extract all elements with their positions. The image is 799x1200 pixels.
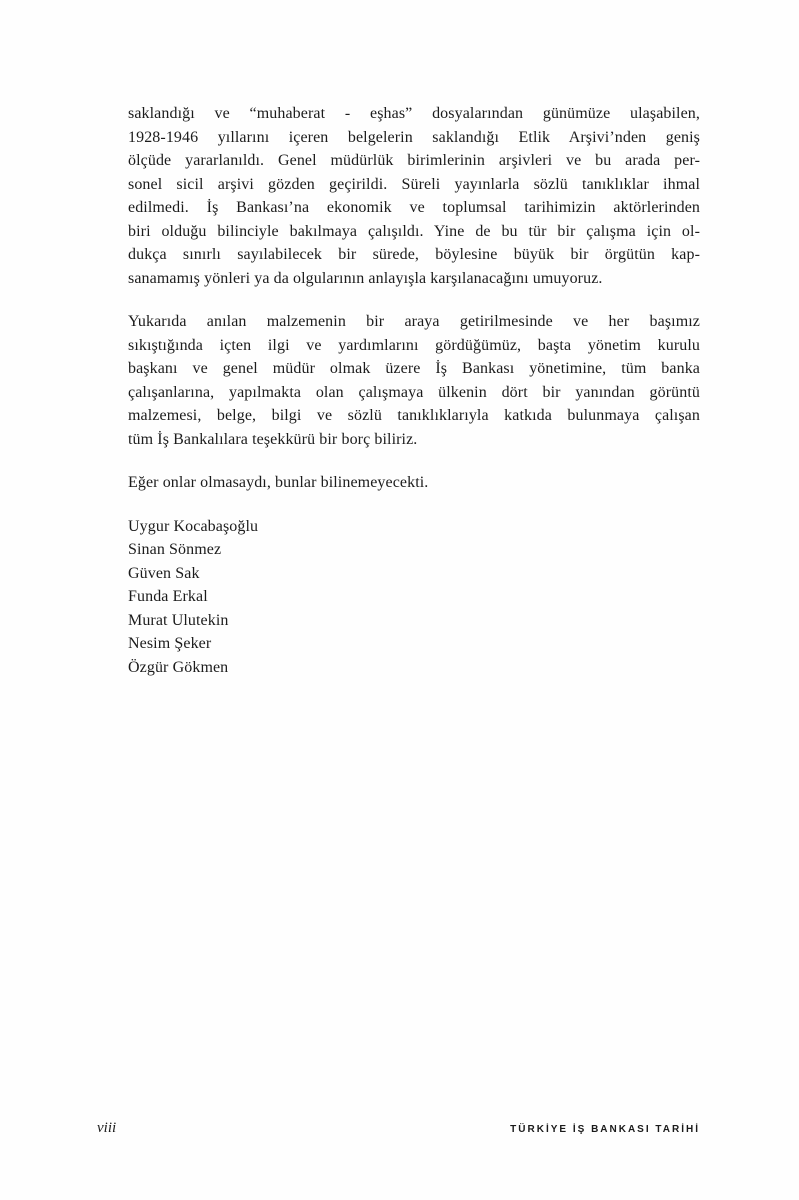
body-text-line: saklandığı ve “muhaberat - eşhas” dosyalarından günümüze ulaşabilen, — [128, 105, 700, 122]
body-text-line: Eğer onlar olmasaydı, bunlar bilinemeyecekti. — [128, 474, 429, 491]
running-title: TÜRKİYE İŞ BANKASI TARİHİ — [510, 1124, 700, 1135]
page-footer — [97, 1120, 700, 1137]
paragraph — [128, 471, 700, 495]
paragraph — [128, 310, 700, 451]
body-text-line: sıkıştığında içten ilgi ve yardımlarını gördüğümüz, başta yönetim kurulu — [128, 336, 700, 354]
body-text-line: sanamamış yönleri ya da olgularının anlayışla karşılanacağını umuyoruz. — [128, 269, 603, 287]
body-text-line: Yukarıda anılan malzemenin bir araya getirilmesinde ve her başımız — [128, 313, 700, 330]
body-text-line: 1928-1946 yıllarını içeren belgelerin saklandığı Etlik Arşivi’nden geniş — [128, 128, 700, 146]
body-text-line: edilmedi. İş Bankası’na ekonomik ve toplumsal tarihimizin aktörlerinden — [128, 199, 700, 216]
signatory-name: Murat Ulutekin — [128, 611, 229, 629]
signatory-name: Uygur Kocabaşoğlu — [128, 517, 259, 535]
page-number: viii — [97, 1120, 117, 1136]
signatory-name: Güven Sak — [128, 564, 200, 582]
body-text-line: çalışanlarına, yapılmakta olan çalışmaya ülkenin dört bir yanından görüntü — [128, 383, 700, 401]
signatory-name: Funda Erkal — [128, 588, 208, 605]
signature-list — [128, 515, 700, 680]
signatory-name: Nesim Şeker — [128, 635, 212, 652]
body-text-line: tüm İş Bankalılara teşekkürü bir borç biliriz. — [128, 430, 418, 448]
signatory-name: Sinan Sönmez — [128, 541, 222, 558]
body-text-line: malzemesi, belge, bilgi ve sözlü tanıklıklarıyla katkıda bulunmaya çalışan — [128, 407, 700, 424]
body-text-line: başkanı ve genel müdür olmak üzere İş Bankası yönetimine, tüm banka — [128, 360, 700, 377]
body-text-line: biri olduğu bilinciyle bakılmaya çalışıldı. Yine de bu tür bir çalışma için ol- — [128, 222, 700, 240]
body-text-line: dukça sınırlı sayılabilecek bir sürede, böylesine büyük bir örgütün kap- — [128, 246, 700, 263]
body-text-line: sonel sicil arşivi gözden geçirildi. Süreli yayınlarla sözlü tanıklıklar ihmal — [128, 175, 700, 193]
body-text — [128, 102, 700, 679]
signatory-name: Özgür Gökmen — [128, 658, 229, 676]
paragraph — [128, 102, 700, 290]
body-text-line: ölçüde yararlanıldı. Genel müdürlük birimlerinin arşivleri ve bu arada per- — [128, 152, 700, 169]
